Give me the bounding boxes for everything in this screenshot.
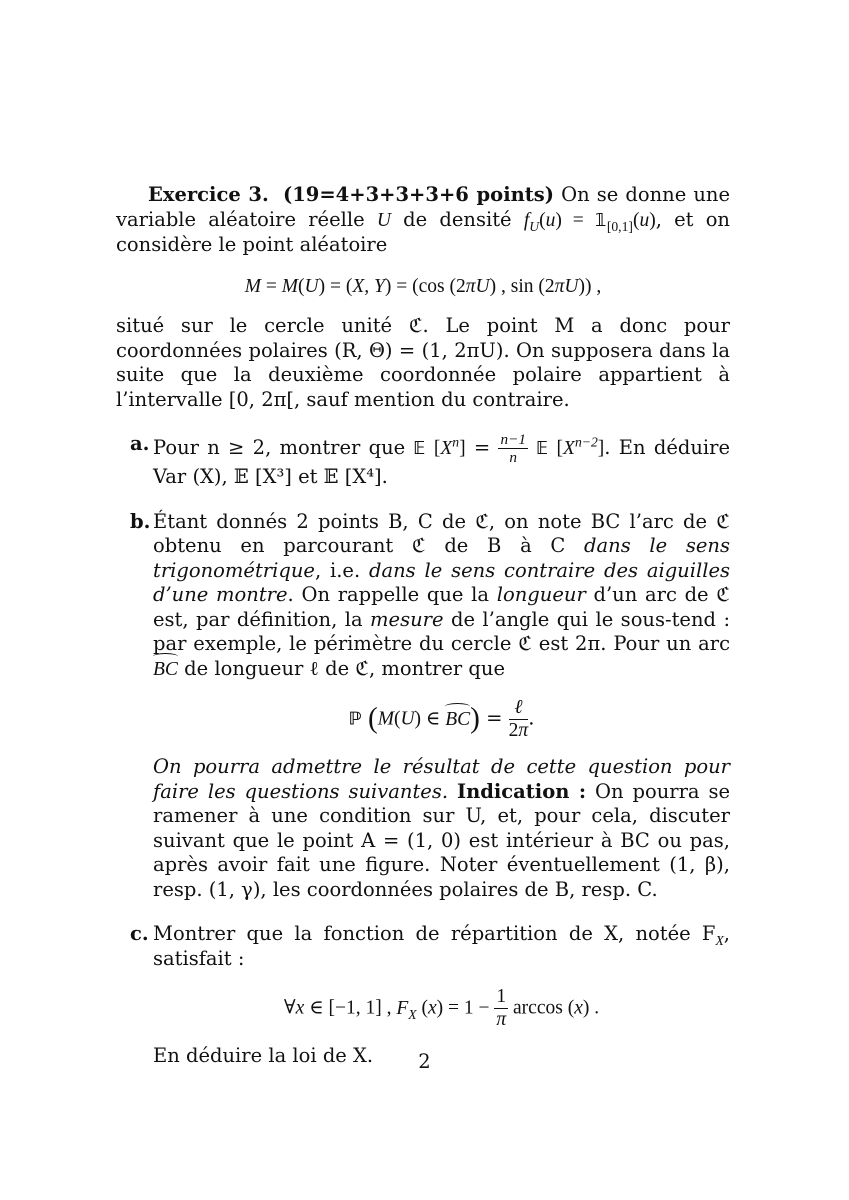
- item-c-label: c.: [130, 922, 149, 946]
- item-a-label: a.: [130, 432, 150, 455]
- item-b: b. Étant donnés 2 points B, C de ℭ, on note BC l’arc de ℭ obtenu en parcourant ℭ de B à C dans le sens trigonométrique, i.e. dans le sens contraire des aiguilles d’une montre. On rappelle que la longueur d’un arc de ℭ est, par définition, la mesure de l’angle qui le sous-tend : par exemple, le périmètre du cercle ℭ est 2π. Pour un arc BC de longueur ℓ de ℭ, montrer que: [116, 510, 730, 683]
- exercise-title: Exercice 3.: [148, 183, 269, 206]
- exercise-page: [116, 183, 730, 1069]
- admettre-note: On pourra admettre le résultat de cette question pour faire les questions suivantes.: [153, 755, 730, 803]
- item-c: c. Montrer que la fonction de répartition de X, notée $F_X$, satisfait :: [130, 922, 730, 970]
- indication-text: On pourra se ramener à une condition sur U, et, pour cela, discuter suivant que le point A = (1, 0) est intérieur à BC ou pas, après avoir fait une figure. Noter éventuellement (1, β), resp. (1, γ), les coordonnées polaires de B, resp. C.: [153, 779, 731, 901]
- indication-label: Indication :: [456, 779, 587, 803]
- item-b-label: b.: [130, 509, 151, 533]
- page-number: 2: [418, 1050, 431, 1073]
- display-equation-M: M = M(U) = (X, Y) = (cos (2πU) , sin (2πU)) ,: [244, 275, 602, 297]
- display-equation-cdf: ∀x ∈ [−1, 1] , $F_X$ (x) = 1 − $\frac{1}{\pi}$ arccos (x) .: [283, 986, 600, 1030]
- arc-BC: BC: [153, 658, 178, 683]
- exercise-intro: Exercice 3. (19=4+3+3+3+6 points) On se donne une variable aléatoire réelle U de densité $f_U(u)$ = $𝟙_{[0,1]}(u)$, et on considère le point aléatoire: [116, 183, 730, 256]
- item-b-note: [116, 755, 730, 902]
- item-a: a. Pour n ≥ 2, montrer que 𝔼 $[X^n]$ = $\frac{n-1}{n}$ 𝔼 $[X^{n-2}]$. En déduire Var (X), 𝔼 [X³] et 𝔼 [X⁴].: [130, 431, 730, 489]
- display-equation-probability: ℙ (M(U) ∈ BC) = $\frac{\text{ℓ}}{2\pi}$ .: [348, 697, 535, 741]
- exercise-points: (19=4+3+3+3+6 points): [282, 183, 554, 206]
- intro-text: On se donne une variable aléatoire réelle: [116, 183, 730, 231]
- item-c-deduce: En déduire la loi de X.: [153, 1044, 374, 1068]
- paragraph-polar: situé sur le cercle unité ℭ. Le point M a donc pour coordonnées polaires (R, Θ) = (1, 2πU). On supposera dans la suite que la deuxième coordonnée polaire appartient à l’intervalle [0, 2π[, sauf mention du contraire.: [116, 314, 730, 411]
